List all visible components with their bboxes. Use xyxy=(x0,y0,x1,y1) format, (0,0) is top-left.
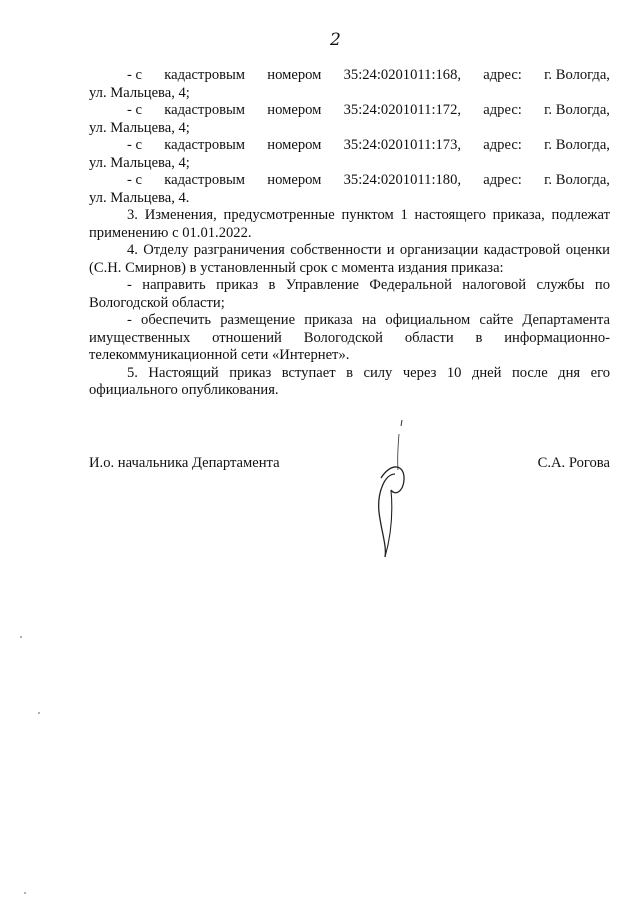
item-word-cadastral: кадастровым xyxy=(164,172,246,188)
page-number: 2 xyxy=(330,30,341,50)
cadastral-item xyxy=(89,137,610,172)
item-dash: - с xyxy=(127,137,142,153)
paragraph-4-item-a: - направить приказ в Управление Федеральной налоговой службы по Вологодской области; xyxy=(89,277,610,311)
item-dash: - с xyxy=(127,102,142,118)
item-word-address: адрес: xyxy=(483,102,522,118)
paragraph-3: 3. Изменения, предусмотренные пунктом 1 настоящего приказа, подлежат применению с 01.01.2022. xyxy=(89,207,610,241)
item-word-address: адрес: xyxy=(483,172,522,188)
item-city: г. Вологда, xyxy=(544,172,610,188)
item-word-number: номером xyxy=(267,67,322,83)
item-dash: - с xyxy=(127,67,142,83)
item-city: г. Вологда, xyxy=(544,137,610,153)
signer-position: И.о. начальника Департамента xyxy=(89,455,280,471)
item-word-address: адрес: xyxy=(483,137,522,153)
scan-speck xyxy=(20,636,22,638)
signer-name: С.А. Рогова xyxy=(537,455,610,471)
item-street: ул. Мальцева, 4; xyxy=(89,154,190,171)
item-word-number: номером xyxy=(267,137,322,153)
item-dash: - с xyxy=(127,172,142,188)
handwritten-signature xyxy=(355,412,435,567)
cadastral-item xyxy=(89,67,610,102)
scan-speck xyxy=(38,712,40,714)
item-street: ул. Мальцева, 4; xyxy=(89,84,190,101)
item-street: ул. Мальцева, 4. xyxy=(89,189,190,206)
paragraph-5: 5. Настоящий приказ вступает в силу через 10 дней после дня его официального опубликования. xyxy=(89,364,610,398)
cadastral-number: 35:24:0201011:168, xyxy=(343,67,462,83)
item-word-address: адрес: xyxy=(483,67,522,83)
paragraph-4-item-b: - обеспечить размещение приказа на официальном сайте Департамента имущественных отношений Вологодской области в информационно-телекоммуникационной сети «Интернет». xyxy=(89,312,610,363)
item-city: г. Вологда, xyxy=(544,67,610,83)
item-word-cadastral: кадастровым xyxy=(164,67,246,83)
cadastral-number: 35:24:0201011:180, xyxy=(343,172,462,188)
item-word-cadastral: кадастровым xyxy=(164,137,246,153)
item-street: ул. Мальцева, 4; xyxy=(89,119,190,136)
cadastral-item xyxy=(89,102,610,137)
cadastral-item xyxy=(89,172,610,207)
item-word-number: номером xyxy=(267,102,322,118)
cadastral-number: 35:24:0201011:173, xyxy=(343,137,462,153)
item-word-cadastral: кадастровым xyxy=(164,102,246,118)
paragraph-4: 4. Отделу разграничения собственности и организации кадастровой оценки (С.Н. Смирнов) в установленный срок с момента издания приказа: xyxy=(89,242,610,276)
cadastral-number: 35:24:0201011:172, xyxy=(343,102,462,118)
scan-speck xyxy=(24,892,26,894)
item-word-number: номером xyxy=(267,172,322,188)
item-city: г. Вологда, xyxy=(544,102,610,118)
document-body xyxy=(89,67,610,400)
